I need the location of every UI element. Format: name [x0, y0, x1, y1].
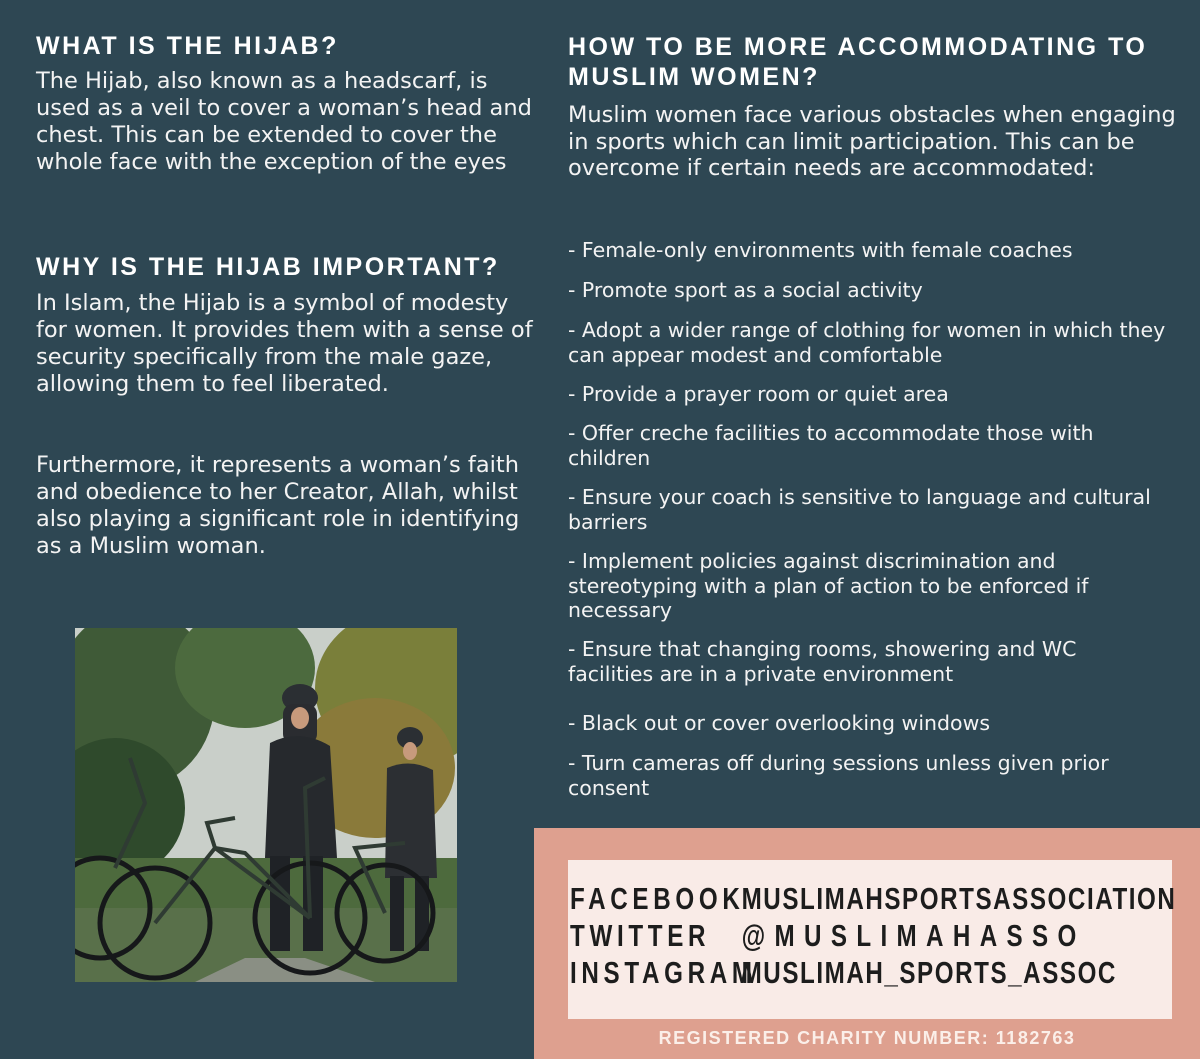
list-item: - Provide a prayer room or quiet area	[568, 382, 949, 406]
instagram-handle[interactable]: MUSLIMAH_SPORTS_ASSOC	[741, 955, 1117, 990]
how-to-accommodate-heading: HOW TO BE MORE ACCOMMODATING TO MUSLIM WOMEN?	[568, 33, 1148, 91]
social-row-instagram	[570, 954, 1117, 992]
list-item: - Female-only environments with female coaches	[568, 238, 1073, 262]
facebook-handle[interactable]: MUSLIMAHSPORTSASSOCIATION	[741, 881, 1177, 916]
social-row-facebook	[570, 880, 1176, 918]
list-item: - Promote sport as a social activity	[568, 278, 923, 302]
accommodate-intro-text: Muslim women face various obstacles when engaging in sports which can limit participation. This can be overcome if certain needs are accommodated:	[568, 102, 1176, 181]
charity-number: REGISTERED CHARITY NUMBER: 1182763	[658, 1028, 1076, 1048]
list-item: - Black out or cover overlooking windows	[568, 711, 991, 735]
facebook-label: FACEBOOK	[570, 881, 745, 916]
twitter-label: TWITTER	[570, 918, 711, 953]
list-item: - Ensure that changing rooms, showering and WC facilities are in a private environment	[568, 637, 1077, 686]
list-item: - Ensure your coach is sensitive to language and cultural barriers	[568, 485, 1151, 534]
list-item: - Implement policies against discrimination and stereotyping with a plan of action to be enforced if necessary	[568, 549, 1089, 622]
list-item: - Adopt a wider range of clothing for women in which they can appear modest and comfortable	[568, 318, 1166, 367]
what-is-hijab-heading: WHAT IS THE HIJAB?	[36, 32, 339, 60]
what-is-hijab-text: The Hijab, also known as a headscarf, is used as a veil to cover a woman’s head and chest. This can be extended to cover the whole face with the exception of the eyes	[36, 68, 532, 175]
social-media-panel	[534, 828, 1200, 1059]
social-row-twitter	[570, 917, 1086, 955]
cycling-photo	[75, 628, 457, 982]
instagram-label: INSTAGRAM	[570, 955, 757, 990]
list-item: - Offer creche facilities to accommodate those with children	[568, 421, 1094, 470]
why-hijab-important-text-2: Furthermore, it represents a woman’s faith and obedience to her Creator, Allah, whilst also playing a significant role in identifying as a Muslim woman.	[36, 452, 520, 559]
list-item: - Turn cameras off during sessions unless given prior consent	[568, 751, 1109, 800]
why-hijab-important-heading: WHY IS THE HIJAB IMPORTANT?	[36, 253, 500, 281]
why-hijab-important-text-1: In Islam, the Hijab is a symbol of modesty for women. It provides them with a sense of security specifically from the male gaze, allowing them to feel liberated.	[36, 290, 533, 397]
twitter-handle[interactable]: @MUSLIMAHASSO	[741, 918, 1086, 953]
